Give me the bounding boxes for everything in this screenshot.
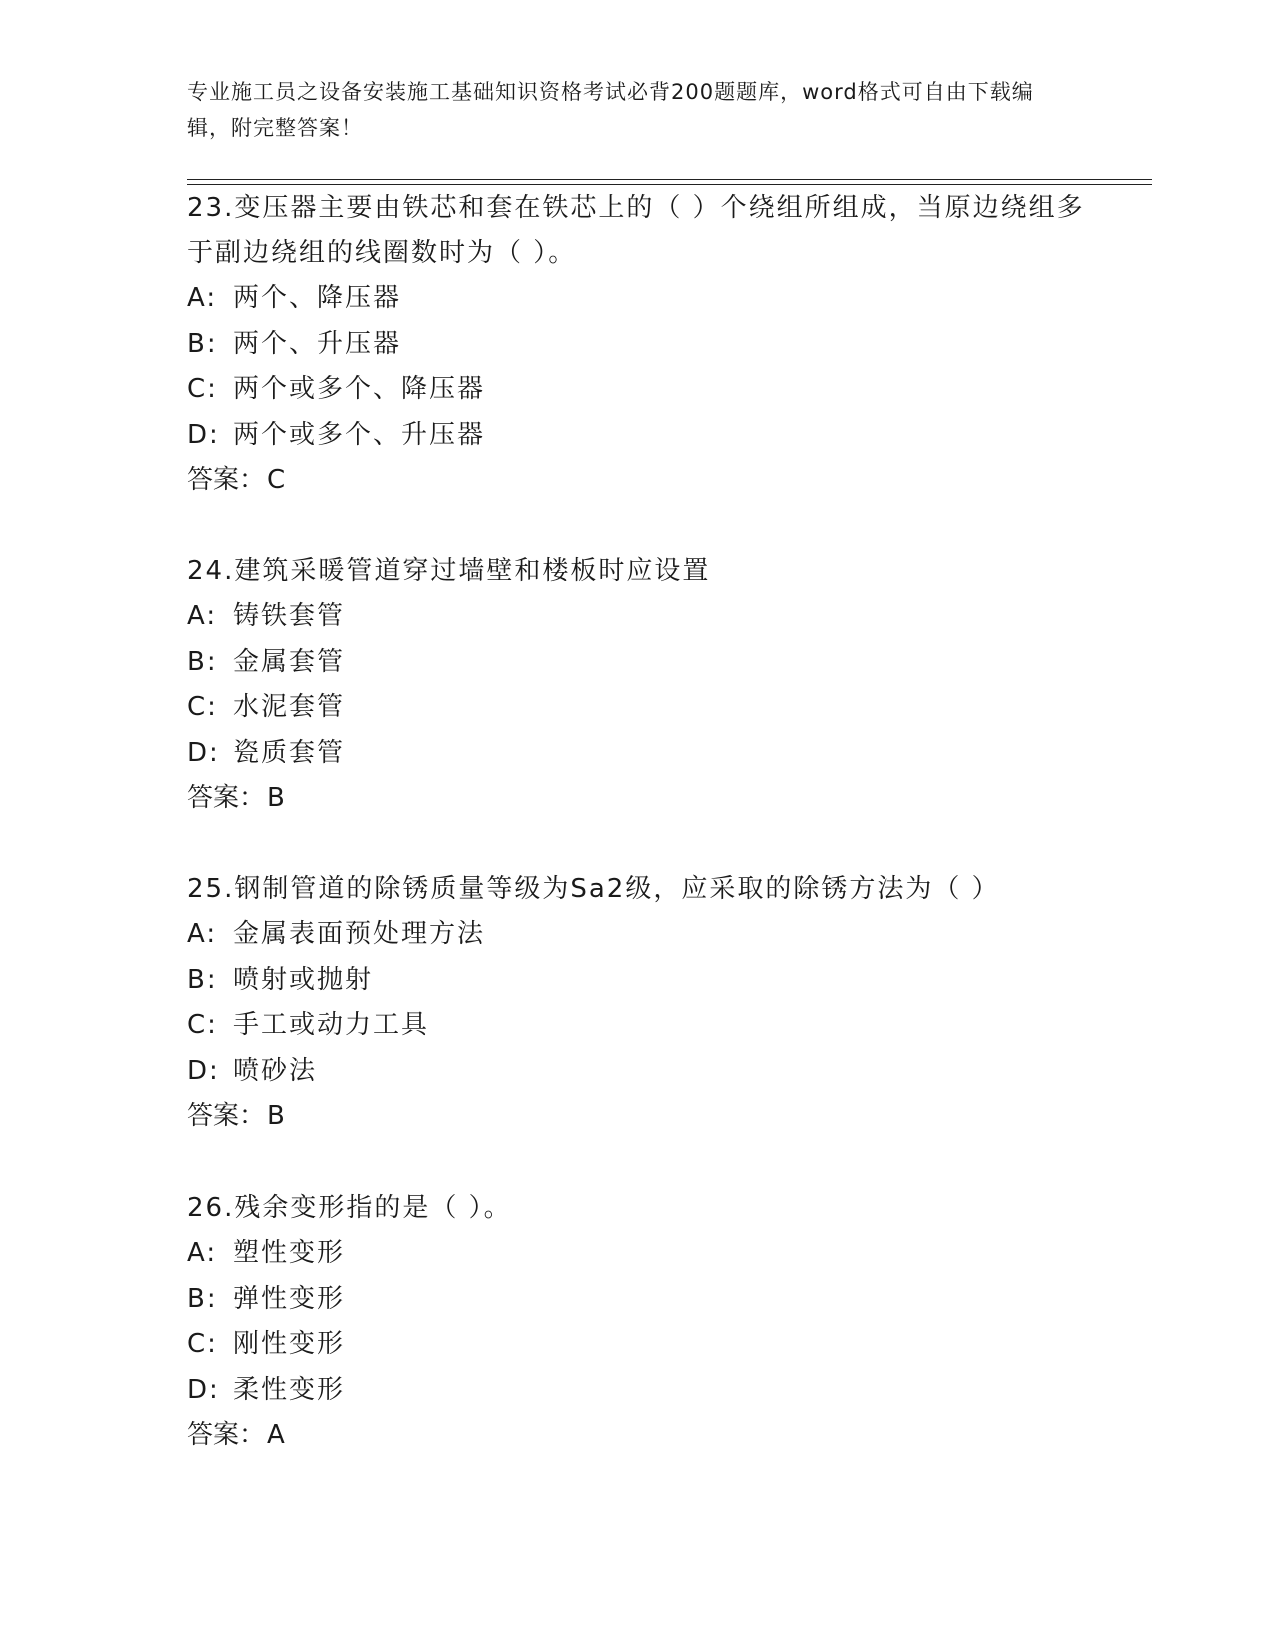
option-key: D: <box>187 419 220 450</box>
option-text: 两个、降压器 <box>233 283 402 313</box>
option-b <box>187 640 1087 686</box>
option-b <box>187 958 1087 1004</box>
option-key: B: <box>187 1283 218 1314</box>
option-c <box>187 1322 1087 1368</box>
answer-line <box>187 776 1087 821</box>
option-key: B: <box>187 328 218 359</box>
option-key: C: <box>187 374 218 404</box>
option-text: 喷射或抛射 <box>233 964 374 995</box>
option-key: C: <box>187 692 218 722</box>
option-key: D: <box>187 1374 220 1405</box>
question-26 <box>187 1186 1087 1458</box>
option-b <box>187 1277 1087 1323</box>
option-text: 金属套管 <box>233 646 346 677</box>
answer-line <box>187 1413 1087 1458</box>
option-key: D: <box>187 737 220 768</box>
option-text: 铸铁套管 <box>233 601 346 631</box>
option-text: 手工或动力工具 <box>233 1010 430 1040</box>
option-a <box>187 594 1087 640</box>
option-text: 两个或多个、升压器 <box>233 419 486 450</box>
question-text: 25.钢制管道的除锈质量等级为Sa2级，应采取的除锈方法为（ ） <box>187 874 1000 904</box>
option-d <box>187 731 1087 777</box>
answer-label: 答案： <box>187 1101 266 1131</box>
option-text: 水泥套管 <box>233 692 346 722</box>
answer-value: B <box>267 783 285 813</box>
question-text: 26.残余变形指的是（ ）。 <box>187 1193 512 1223</box>
option-a <box>187 1231 1087 1277</box>
option-b <box>187 322 1087 368</box>
question-25 <box>187 867 1087 1139</box>
option-key: B: <box>187 964 218 995</box>
answer-label: 答案： <box>187 1420 266 1450</box>
option-d <box>187 1049 1087 1095</box>
option-key: A: <box>187 283 218 313</box>
option-c <box>187 367 1087 413</box>
option-a <box>187 276 1087 322</box>
answer-label: 答案： <box>187 465 266 495</box>
option-a <box>187 912 1087 958</box>
header-divider-bottom <box>187 184 1152 185</box>
option-text: 柔性变形 <box>233 1374 346 1405</box>
question-23 <box>187 186 1087 503</box>
question-24 <box>187 549 1087 821</box>
option-key: A: <box>187 1238 218 1268</box>
option-key: B: <box>187 646 218 677</box>
answer-line <box>187 458 1087 503</box>
option-text: 塑性变形 <box>233 1238 346 1268</box>
option-d <box>187 1368 1087 1414</box>
option-text: 两个或多个、降压器 <box>233 374 486 404</box>
option-d <box>187 413 1087 459</box>
option-c <box>187 685 1087 731</box>
header-divider-top <box>187 179 1152 180</box>
option-key: A: <box>187 919 218 949</box>
option-text: 瓷质套管 <box>233 737 346 768</box>
option-key: A: <box>187 601 218 631</box>
question-text: 24.建筑采暖管道穿过墙壁和楼板时应设置 <box>187 556 711 586</box>
answer-value: A <box>267 1420 285 1450</box>
option-key: C: <box>187 1329 218 1359</box>
question-text: 23.变压器主要由铁芯和套在铁芯上的（ ）个绕组所组成，当原边绕组多于副边绕组的线圈数时为（ ）。 <box>187 193 1085 268</box>
option-text: 金属表面预处理方法 <box>233 919 486 949</box>
option-text: 刚性变形 <box>233 1329 346 1359</box>
answer-label: 答案： <box>187 783 266 813</box>
answer-line <box>187 1094 1087 1139</box>
option-key: D: <box>187 1055 220 1086</box>
option-text: 弹性变形 <box>233 1283 346 1314</box>
option-key: C: <box>187 1010 218 1040</box>
answer-value: C <box>267 465 286 495</box>
document-title: 专业施工员之设备安装施工基础知识资格考试必背200题题库，word格式可自由下载编辑，附完整答案！ <box>187 80 1034 140</box>
option-text: 两个、升压器 <box>233 328 402 359</box>
option-text: 喷砂法 <box>233 1055 318 1086</box>
answer-value: B <box>267 1101 285 1131</box>
option-c <box>187 1003 1087 1049</box>
